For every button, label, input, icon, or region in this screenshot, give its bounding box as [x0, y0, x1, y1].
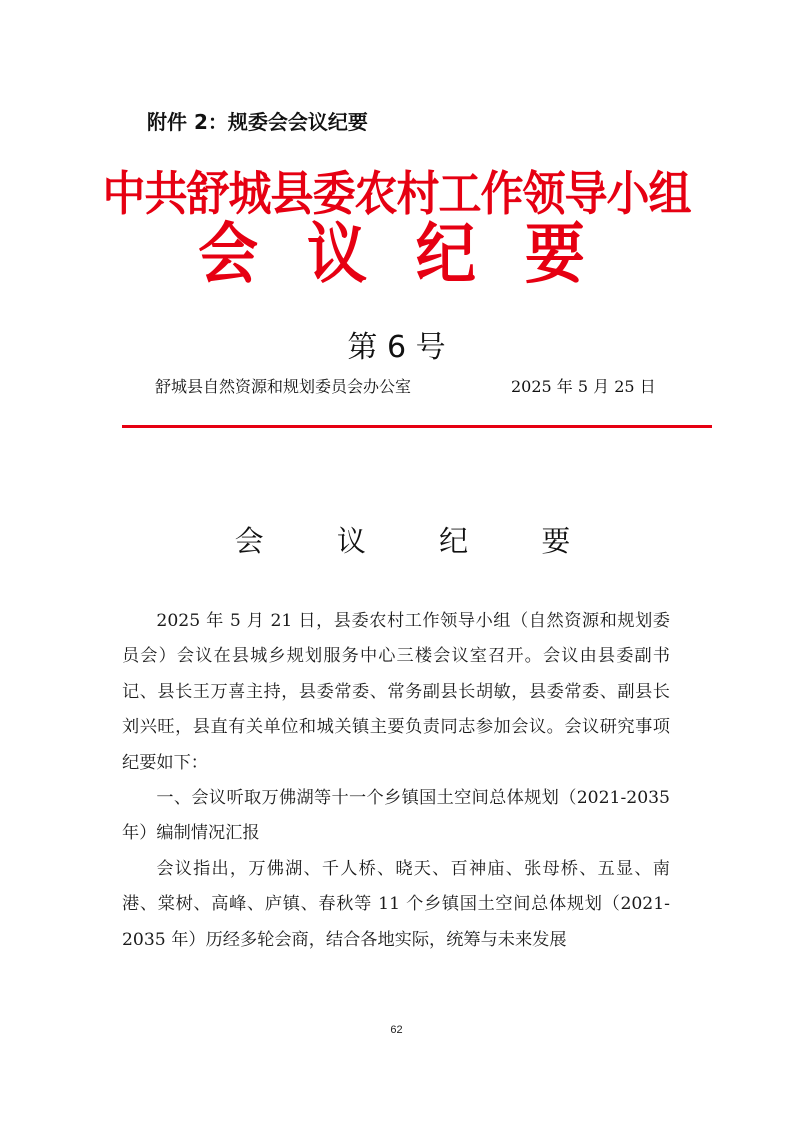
issuer-name: 舒城县自然资源和规划委员会办公室	[155, 377, 412, 396]
document-title-type: 会 议 纪 要	[198, 216, 599, 293]
document-title-organization: 中共舒城县委农村工作领导小组	[102, 166, 691, 222]
section-heading: 会 议 纪 要	[234, 524, 603, 558]
attachment-label: 附件 2：规委会会议纪要	[147, 110, 368, 134]
paragraph-item-1: 一、会议听取万佛湖等十一个乡镇国土空间总体规划（2021-2035 年）编制情况汇报	[122, 788, 670, 844]
issue-date: 2025 年 5 月 25 日	[511, 377, 656, 396]
paragraph-item-1-detail: 会议指出，万佛湖、千人桥、晓天、百神庙、张母桥、五显、南港、棠树、高峰、庐镇、春秋等 11 个乡镇国土空间总体规划（2021-2035 年）历经多轮会商，结合各地实际，统筹与未来发展	[122, 858, 670, 950]
red-separator-line	[122, 425, 712, 428]
issue-number: 第 6 号	[347, 330, 446, 365]
paragraph-intro: 2025 年 5 月 21 日，县委农村工作领导小组（自然资源和规划委员会）会议在县城乡规划服务中心三楼会议室召开。会议由县委副书记、县长王万喜主持，县委常委、常务副县长胡敏，县委常委、副县长刘兴旺，县直有关单位和城关镇主要负责同志参加会议。会议研究事项纪要如下：	[122, 611, 670, 773]
document-body	[122, 604, 670, 958]
page-number: 62	[390, 1024, 403, 1036]
